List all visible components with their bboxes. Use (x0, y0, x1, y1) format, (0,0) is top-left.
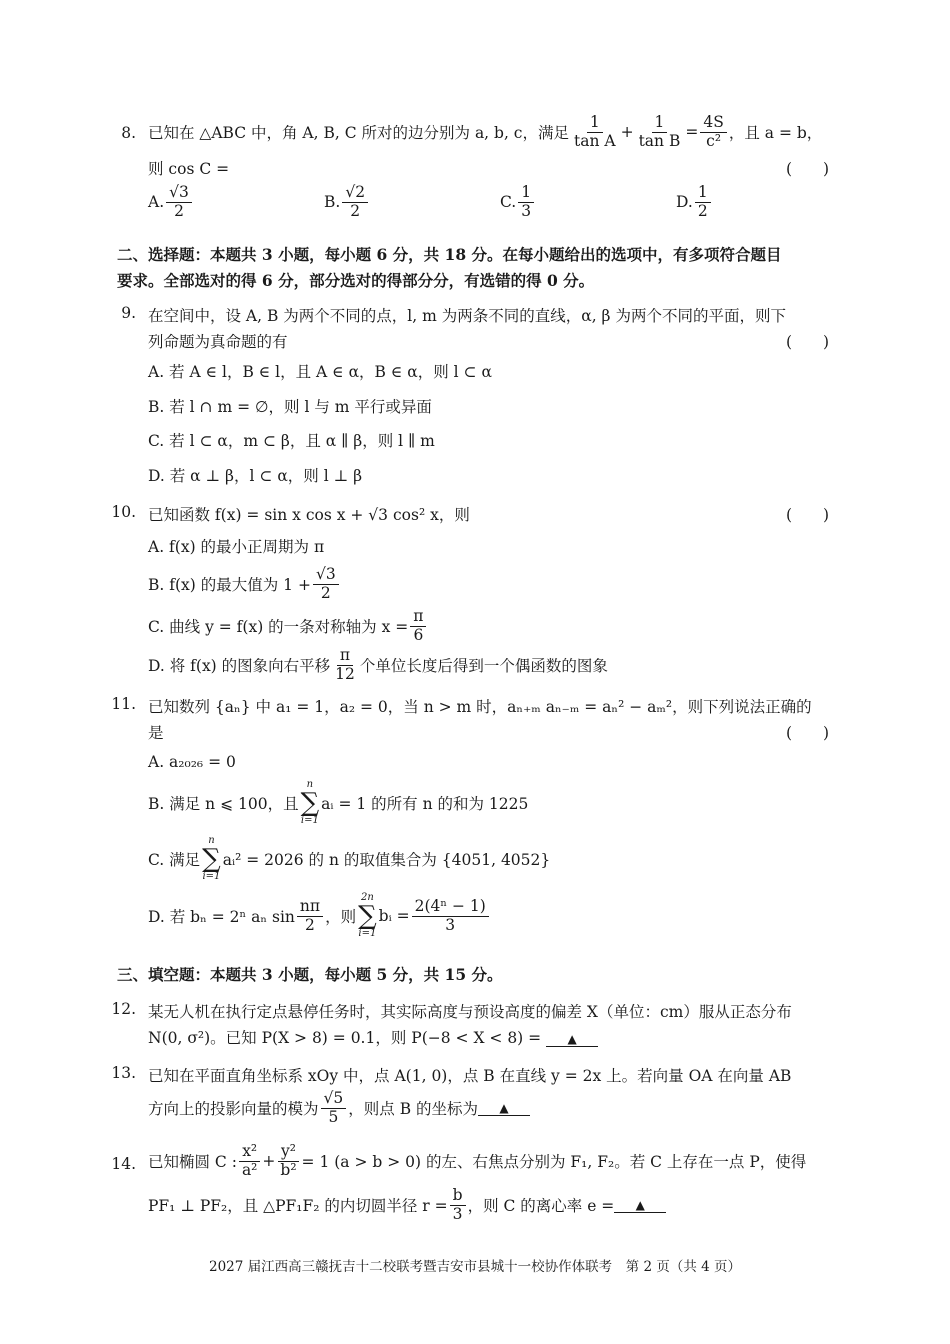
q12-number: 12. (111, 1000, 136, 1018)
q10-stem: 已知函数 f(x) = sin x cos x + √3 cos² x，则 (148, 506, 470, 524)
q8-option-d: D. $\frac{1}{2}$ (676, 184, 713, 221)
q10-option-d: D. 将 f(x) 的图象向右平移 $\frac{\pi}{12}$ 个单位长度后得到一个偶函数的图象 (148, 646, 608, 683)
q14-line1: 已知椭圆 C : $\frac{\text{x²}}{\text{a²}}$ + $\frac{\text{y²}}{\text{b²}}$ = 1 (a > b > 0) 的左、右焦点分别为 F₁, F₂。若 C 上存在一点 P，使得 (148, 1142, 807, 1179)
q8-number: 8. (121, 124, 136, 142)
section2-heading-line1: 二、选择题：本题共 3 小题，每小题 6 分，共 18 分。在每小题给出的选项中，有多项符合题目 (117, 245, 782, 264)
q11-line2: 是 (148, 724, 164, 742)
q8-answer-paren: ( ) (786, 160, 830, 178)
q13-number: 13. (111, 1064, 136, 1082)
q10-option-a: A. f(x) 的最小正周期为 π (148, 538, 325, 556)
q9-option-a: A. 若 A ∈ l，B ∈ l，且 A ∈ α，B ∈ α，则 l ⊂ α (148, 363, 492, 381)
q8-stem (148, 114, 822, 151)
q13-line2: 方向上的投影向量的模为 $\frac{√5}{5}$ ，则点 B 的坐标为 ▲ (148, 1090, 530, 1127)
q9-line1: 在空间中，设 A, B 为两个不同的点，l, m 为两条不同的直线，α, β 为两个不同的平面，则下 (148, 307, 786, 325)
q12-answer-blank: ▲ (546, 1032, 598, 1047)
q8-option-a: A. $\frac{√3}{2}$ (148, 184, 194, 221)
q11-option-d: D. 若 bₙ = 2ⁿ aₙ sin $\frac{n\pi}{2}$ ，则 2n ∑ i=1 bᵢ = $\frac{\text{2(4ⁿ − 1)}}{3}$ (148, 893, 491, 939)
q8-option-b: B. $\frac{√2}{2}$ (324, 184, 370, 221)
q8-option-c: C. $\frac{1}{3}$ (500, 184, 536, 221)
q8-fraction-1: $\frac{1}{\text{tan A}}$ (574, 113, 616, 150)
summation-icon: n ∑ i=1 (202, 835, 221, 882)
q9-option-d: D. 若 α ⊥ β，l ⊂ α，则 l ⊥ β (148, 467, 363, 485)
section2-heading-line2: 要求。全部选对的得 6 分，部分选对的得部分分，有选错的得 0 分。 (117, 271, 595, 290)
q10-option-b: B. f(x) 的最大值为 1 + $\frac{√3}{2}$ (148, 566, 341, 603)
q11-option-b: B. 满足 n ⩽ 100，且 n ∑ i=1 aᵢ = 1 的所有 n 的和为 1225 (148, 779, 529, 826)
q8-fraction-3: $\frac{4S}{\text{c²}}$ (700, 114, 726, 151)
q14-line2: PF₁ ⊥ PF₂，且 △PF₁F₂ 的内切圆半径 r = $\frac{b}{3}$ ，则 C 的离心率 e = ▲ (148, 1187, 666, 1224)
page-footer: 2027 届江西高三赣抚吉十二校联考暨吉安市县城十一校协作体联考 第 2 页（共 4 页） (209, 1259, 741, 1275)
q11-option-c: C. 满足 n ∑ i=1 aᵢ² = 2026 的 n 的取值集合为 {4051, 4052} (148, 835, 551, 882)
q12-line2: N(0, σ²)。已知 P(X > 8) = 0.1，则 P(−8 < X < 8) = ▲ (148, 1026, 598, 1048)
q9-option-c: C. 若 l ⊂ α，m ⊂ β，且 α ∥ β，则 l ∥ m (148, 432, 435, 450)
q8-line2: 则 cos C = (148, 160, 230, 178)
q11-line1: 已知数列 {aₙ} 中 a₁ = 1，a₂ = 0，当 n > m 时，aₙ₊ₘ aₙ₋ₘ = aₙ² − aₘ²，则下列说法正确的 (148, 698, 812, 716)
q8-fraction-2: $\frac{1}{\text{tan B}}$ (638, 113, 681, 150)
q11-option-a: A. a₂₀₂₆ = 0 (148, 753, 236, 771)
q13-line1: 已知在平面直角坐标系 xOy 中，点 A(1, 0)，点 B 在直线 y = 2x 上。若向量 OA 在向量 AB (148, 1067, 792, 1085)
q14-number: 14. (111, 1155, 136, 1173)
q9-answer-paren: ( ) (786, 333, 830, 351)
q8-stem-a: 已知在 △ABC 中，角 A, B, C 所对的边分别为 a, b, c，满足 (148, 124, 569, 143)
q12-line1: 某无人机在执行定点悬停任务时，其实际高度与预设高度的偏差 X（单位：cm）服从正态分布 (148, 1003, 792, 1021)
q9-line2: 列命题为真命题的有 (148, 333, 288, 351)
q14-answer-blank: ▲ (614, 1198, 666, 1213)
q11-answer-paren: ( ) (786, 724, 830, 742)
q11-number: 11. (111, 695, 136, 713)
summation-icon: n ∑ i=1 (300, 779, 320, 826)
q8-equals: = (685, 123, 699, 142)
q10-option-c: C. 曲线 y = f(x) 的一条对称轴为 x = $\frac{\pi}{6}$ (148, 608, 428, 645)
q8-plus: + (620, 123, 634, 142)
q9-option-b: B. 若 l ∩ m = ∅，则 l 与 m 平行或异面 (148, 398, 432, 416)
q8-stem-b: ，且 a = b， (728, 124, 823, 143)
q9-number: 9. (121, 304, 136, 322)
q13-answer-blank: ▲ (478, 1101, 530, 1116)
section3-heading: 三、填空题：本题共 3 小题，每小题 5 分，共 15 分。 (117, 965, 503, 984)
q10-answer-paren: ( ) (786, 506, 830, 524)
summation-icon: 2n ∑ i=1 (358, 892, 377, 939)
q10-number: 10. (111, 503, 136, 521)
